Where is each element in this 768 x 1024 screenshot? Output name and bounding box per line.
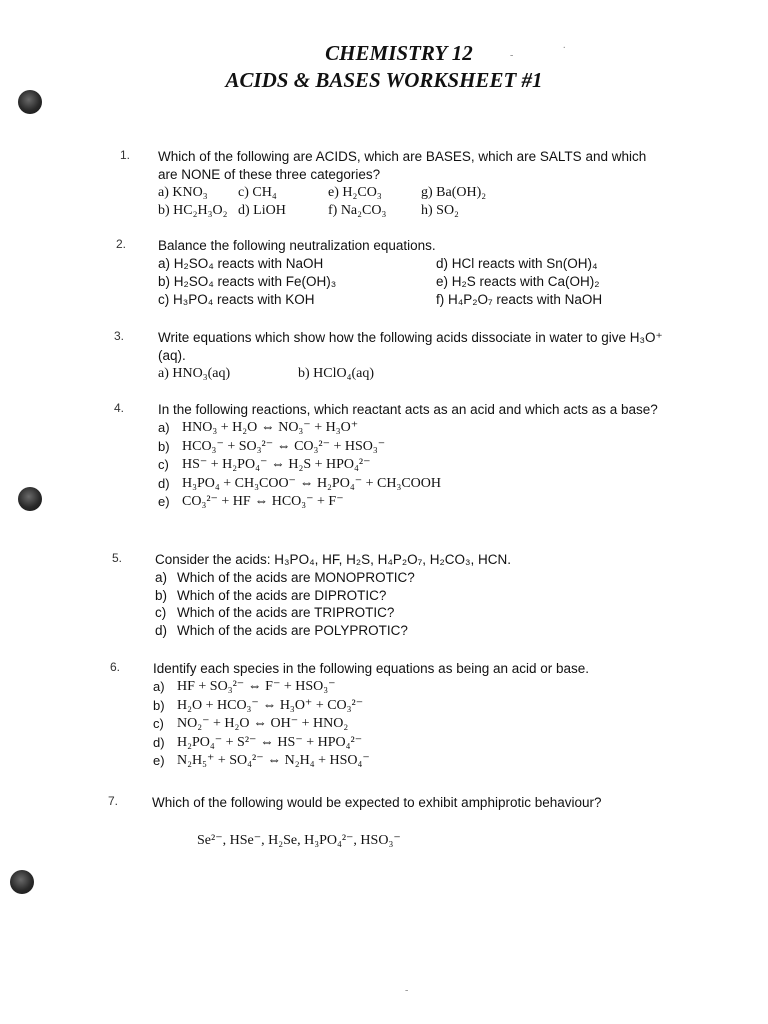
scan-mark: .	[563, 40, 566, 51]
equation: N₂H₅⁺ + SO₄²⁻ ⇔ N₂H₄ + HSO₄⁻	[177, 753, 370, 768]
equation-row: d) H₂PO₄⁻ + S²⁻ ⇔ HS⁻ + HPO₄²⁻	[153, 734, 668, 753]
worksheet-heading: ACIDS & BASES WORKSHEET #1	[225, 68, 543, 92]
compound-item: c) CH₄	[238, 185, 277, 200]
equation: CO₃²⁻ + HF ⇔ HCO₃⁻ + F⁻	[182, 494, 344, 509]
equation: HNO₃ + H₂O ⇔ NO₃⁻ + H₃O⁺	[182, 420, 359, 435]
equation: NO₂⁻ + H₂O ⇔ OH⁻ + HNO₂	[177, 716, 349, 731]
equation-row: e) CO₃²⁻ + HF ⇔ HCO₃⁻ + F⁻	[158, 493, 668, 512]
equation-row: c) HS⁻ + H₂PO₄⁻ ⇔ H₂S + HPO₄²⁻	[158, 456, 668, 475]
question-number: 4.	[114, 401, 125, 415]
equation: H₃PO₄ + CH₃COO⁻ ⇔ H₂PO₄⁻ + CH₃COOH	[182, 475, 441, 491]
compound-item: e) H₂CO₃	[328, 185, 382, 200]
sub-question: b) Which of the acids are DIPROTIC?	[155, 587, 387, 603]
equation: HF + SO₃²⁻ ⇔ F⁻ + HSO₃⁻	[177, 679, 336, 694]
species-list: Se²⁻, HSe⁻, H₂Se, H₃PO₄²⁻, HSO₃⁻	[197, 833, 401, 848]
acid-item: b) HClO₄(aq)	[298, 366, 375, 381]
compound-item: g) Ba(OH)₂	[421, 185, 487, 200]
question-number: 7.	[108, 794, 119, 808]
reaction-item: f) H₄P₂O₇ reacts with NaOH	[436, 292, 603, 307]
equation: HCO₃⁻ + SO₃²⁻ ⇔ CO₃²⁻ + HSO₃⁻	[182, 438, 386, 454]
equation-row: a) HF + SO₃²⁻ ⇔ F⁻ + HSO₃⁻	[153, 678, 668, 697]
sub-question: a) Which of the acids are MONOPROTIC?	[155, 570, 415, 585]
equation-row: e) N₂H₅⁺ + SO₄²⁻ ⇔ N₂H₄ + HSO₄⁻	[153, 752, 668, 771]
reaction-item: b) H₂SO₄ reacts with Fe(OH)₃	[158, 274, 337, 289]
compound-list	[158, 184, 668, 220]
question-text: In the following reactions, which reactant acts as an acid and which acts as a base?	[158, 402, 658, 417]
binder-hole-bottom	[10, 870, 34, 894]
reaction-item: c) H₃PO₄ reacts with KOH	[158, 292, 315, 307]
equation-row: c) NO₂⁻ + H₂O ⇔ OH⁻ + HNO₂	[153, 715, 668, 734]
question-text: Which of the following are ACIDS, which are BASES, which are SALTS and which are NONE of these three categories?	[158, 149, 647, 182]
equation: H₂O + HCO₃⁻ ⇔ H₃O⁺ + CO₃²⁻	[177, 697, 364, 713]
question-text: Consider the acids: H₃PO₄, HF, H₂S, H₄P₂O₇, H₂CO₃, HCN.	[155, 552, 511, 567]
equation-list	[158, 419, 668, 512]
question-number: 6.	[110, 660, 121, 674]
question-number: 1.	[120, 148, 131, 162]
worksheet-title	[0, 40, 768, 94]
compound-item: b) HC₂H₃O₂	[158, 203, 228, 218]
equation-list	[153, 678, 668, 771]
reaction-item: a) H₂SO₄ reacts with NaOH	[158, 256, 324, 271]
equation: H₂PO₄⁻ + S²⁻ ⇔ HS⁻ + HPO₄²⁻	[177, 734, 363, 750]
equation-row: d) H₃PO₄ + CH₃COO⁻ ⇔ H₂PO₄⁻ + CH₃COOH	[158, 475, 668, 494]
question-text: Which of the following would be expected to exhibit amphiprotic behaviour?	[152, 795, 602, 810]
compound-item: a) KNO₃	[158, 185, 208, 200]
acid-list	[158, 365, 668, 383]
reaction-item: e) H₂S reacts with Ca(OH)₂	[436, 274, 600, 289]
compound-item: h) SO₂	[421, 203, 459, 218]
scan-mark: -	[405, 985, 409, 996]
equation-row: b) HCO₃⁻ + SO₃²⁻ ⇔ CO₃²⁻ + HSO₃⁻	[158, 438, 668, 457]
course-title: CHEMISTRY 12	[325, 41, 473, 65]
reaction-list	[158, 255, 668, 309]
sub-question-list	[155, 569, 668, 639]
reaction-item: d) HCl reacts with Sn(OH)₄	[436, 256, 598, 271]
scan-mark: -	[510, 50, 514, 61]
question-text: Balance the following neutralization equations.	[158, 238, 436, 253]
question-number: 2.	[116, 237, 127, 251]
equation-row: b) H₂O + HCO₃⁻ ⇔ H₃O⁺ + CO₃²⁻	[153, 697, 668, 716]
equation: HS⁻ + H₂PO₄⁻ ⇔ H₂S + HPO₄²⁻	[182, 457, 371, 472]
question-number: 3.	[114, 329, 125, 343]
compound-item: d) LiOH	[238, 203, 286, 218]
question-number: 5.	[112, 551, 123, 565]
question-text: Identify each species in the following equations as being an acid or base.	[153, 661, 590, 676]
sub-question: c) Which of the acids are TRIPROTIC?	[155, 605, 395, 620]
sub-question: d) Which of the acids are POLYPROTIC?	[155, 622, 408, 638]
binder-hole-middle	[18, 487, 42, 511]
equation-row: a) HNO₃ + H₂O ⇔ NO₃⁻ + H₃O⁺	[158, 419, 668, 438]
acid-item: a) HNO₃(aq)	[158, 366, 231, 381]
question-text: Write equations which show how the following acids dissociate in water to give H₃O⁺ (aq).	[158, 330, 663, 363]
compound-item: f) Na₂CO₃	[328, 203, 387, 218]
